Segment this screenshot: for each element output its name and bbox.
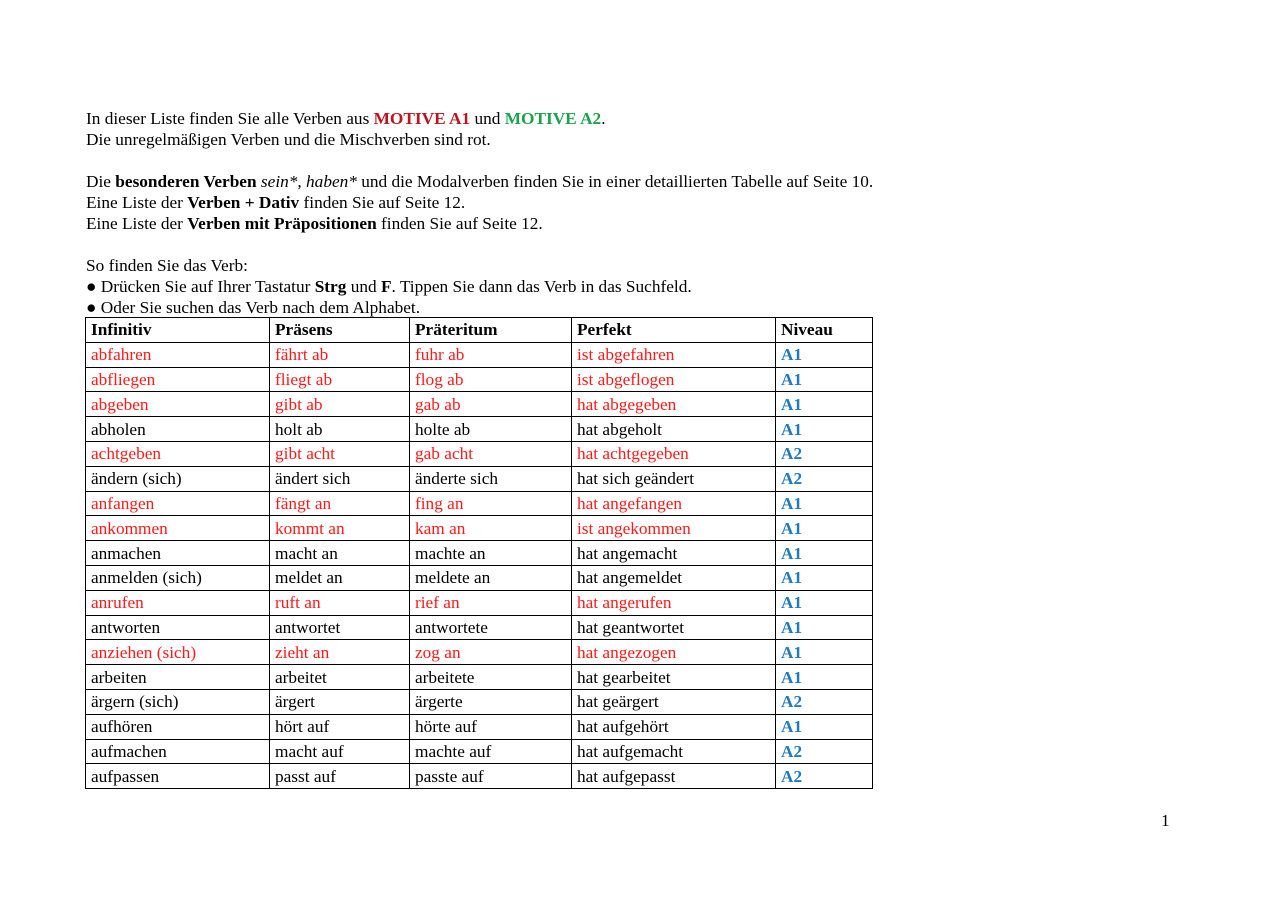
verb-table-head: [86, 318, 873, 343]
cell-praesens: ärgert: [270, 689, 410, 714]
intro-italic-span: sein*, haben*: [260, 172, 357, 191]
table-row: [86, 615, 873, 640]
cell-infinitiv: aufhören: [86, 714, 270, 739]
cell-infinitiv: anfangen: [86, 491, 270, 516]
table-row: [86, 714, 873, 739]
cell-infinitiv: aufpassen: [86, 764, 270, 789]
page-number: 1: [1161, 811, 1170, 830]
header-praesens: Präsens: [270, 318, 410, 343]
cell-praesens: gibt ab: [270, 392, 410, 417]
cell-praeteritum: gab ab: [410, 392, 572, 417]
cell-perfekt: hat abgegeben: [572, 392, 776, 417]
cell-praesens: macht an: [270, 541, 410, 566]
cell-niveau: A1: [776, 565, 873, 590]
intro-text-span: .: [601, 109, 606, 128]
cell-infinitiv: anmachen: [86, 541, 270, 566]
table-row: [86, 541, 873, 566]
cell-praeteritum: gab acht: [410, 441, 572, 466]
cell-perfekt: hat angezogen: [572, 640, 776, 665]
intro-line-dativ: [86, 192, 1206, 213]
intro-line-motive: [86, 108, 1206, 129]
howto-bullet-alphabet: ● Oder Sie suchen das Verb nach dem Alphabet.: [86, 298, 421, 317]
cell-praesens: kommt an: [270, 516, 410, 541]
cell-perfekt: hat aufgepasst: [572, 764, 776, 789]
cell-niveau: A1: [776, 367, 873, 392]
verb-table-body: [86, 342, 873, 788]
cell-praesens: ruft an: [270, 590, 410, 615]
intro-text-span: Die: [86, 172, 116, 191]
cell-praeteritum: änderte sich: [410, 466, 572, 491]
cell-niveau: A2: [776, 441, 873, 466]
cell-praesens: antwortet: [270, 615, 410, 640]
cell-infinitiv: abholen: [86, 417, 270, 442]
cell-praesens: gibt acht: [270, 441, 410, 466]
cell-infinitiv: abfahren: [86, 342, 270, 367]
cell-niveau: A2: [776, 739, 873, 764]
table-row: [86, 367, 873, 392]
key-f: F: [380, 277, 392, 296]
table-row: [86, 516, 873, 541]
intro-text-span: Eine Liste der: [86, 193, 188, 212]
table-row: [86, 417, 873, 442]
intro-line-prepositions: [86, 213, 1206, 234]
intro-bold-span: Verben mit Präpositionen: [187, 214, 377, 233]
cell-praeteritum: fing an: [410, 491, 572, 516]
cell-perfekt: hat aufgehört: [572, 714, 776, 739]
cell-praeteritum: flog ab: [410, 367, 572, 392]
cell-praesens: fliegt ab: [270, 367, 410, 392]
intro-text-span: Eine Liste der: [86, 214, 188, 233]
cell-praeteritum: ärgerte: [410, 689, 572, 714]
cell-praeteritum: antwortete: [410, 615, 572, 640]
cell-perfekt: hat achtgegeben: [572, 441, 776, 466]
header-niveau: Niveau: [776, 318, 873, 343]
cell-infinitiv: aufmachen: [86, 739, 270, 764]
cell-niveau: A1: [776, 640, 873, 665]
cell-infinitiv: antworten: [86, 615, 270, 640]
table-row: [86, 441, 873, 466]
cell-praesens: passt auf: [270, 764, 410, 789]
table-row: [86, 640, 873, 665]
intro-text-span: finden Sie auf Seite 12.: [376, 214, 543, 233]
cell-perfekt: ist abgefahren: [572, 342, 776, 367]
cell-infinitiv: ärgern (sich): [86, 689, 270, 714]
header-praeteritum: Präteritum: [410, 318, 572, 343]
cell-praeteritum: kam an: [410, 516, 572, 541]
table-row: [86, 689, 873, 714]
cell-praesens: ändert sich: [270, 466, 410, 491]
verb-table: [85, 317, 873, 789]
spacer: [86, 150, 1206, 171]
intro-line-special-verbs: [86, 171, 1206, 192]
cell-praeteritum: passte auf: [410, 764, 572, 789]
cell-praesens: holt ab: [270, 417, 410, 442]
cell-praeteritum: rief an: [410, 590, 572, 615]
table-row: [86, 392, 873, 417]
cell-perfekt: hat angefangen: [572, 491, 776, 516]
cell-niveau: A1: [776, 491, 873, 516]
table-header-row: [86, 318, 873, 343]
motive-a2-label: MOTIVE A2: [504, 109, 602, 128]
table-row: [86, 739, 873, 764]
cell-infinitiv: ändern (sich): [86, 466, 270, 491]
cell-perfekt: hat gearbeitet: [572, 665, 776, 690]
cell-infinitiv: abgeben: [86, 392, 270, 417]
cell-niveau: A1: [776, 714, 873, 739]
cell-niveau: A1: [776, 590, 873, 615]
cell-infinitiv: anrufen: [86, 590, 270, 615]
table-row: [86, 665, 873, 690]
cell-praesens: fängt an: [270, 491, 410, 516]
cell-niveau: A2: [776, 689, 873, 714]
cell-niveau: A2: [776, 466, 873, 491]
cell-niveau: A1: [776, 516, 873, 541]
cell-infinitiv: arbeiten: [86, 665, 270, 690]
cell-niveau: A1: [776, 417, 873, 442]
cell-praesens: macht auf: [270, 739, 410, 764]
header-perfekt: Perfekt: [572, 318, 776, 343]
intro-text-span: . Tippen Sie dann das Verb in das Suchfeld.: [391, 277, 692, 296]
cell-infinitiv: abfliegen: [86, 367, 270, 392]
cell-infinitiv: ankommen: [86, 516, 270, 541]
cell-perfekt: ist angekommen: [572, 516, 776, 541]
cell-niveau: A2: [776, 764, 873, 789]
cell-praesens: arbeitet: [270, 665, 410, 690]
cell-praeteritum: hörte auf: [410, 714, 572, 739]
cell-praeteritum: meldete an: [410, 565, 572, 590]
intro-bold-span: besonderen Verben: [115, 172, 257, 191]
table-row: [86, 590, 873, 615]
cell-niveau: A1: [776, 665, 873, 690]
cell-niveau: A1: [776, 342, 873, 367]
cell-praeteritum: zog an: [410, 640, 572, 665]
spacer: [86, 234, 1206, 255]
table-row: [86, 565, 873, 590]
cell-praeteritum: holte ab: [410, 417, 572, 442]
cell-infinitiv: achtgeben: [86, 441, 270, 466]
table-row: [86, 342, 873, 367]
howto-title: So finden Sie das Verb:: [86, 256, 248, 275]
cell-perfekt: hat aufgemacht: [572, 739, 776, 764]
cell-perfekt: hat sich geändert: [572, 466, 776, 491]
table-row: [86, 491, 873, 516]
cell-praesens: fährt ab: [270, 342, 410, 367]
cell-perfekt: hat geärgert: [572, 689, 776, 714]
cell-perfekt: hat angemacht: [572, 541, 776, 566]
cell-praesens: zieht an: [270, 640, 410, 665]
table-row: [86, 764, 873, 789]
table-row: [86, 466, 873, 491]
cell-niveau: A1: [776, 541, 873, 566]
intro-text-span: finden Sie auf Seite 12.: [299, 193, 466, 212]
intro-text-span: ● Drücken Sie auf Ihrer Tastatur: [86, 277, 315, 296]
intro-text-span: und die Modalverben finden Sie in einer detaillierten Tabelle auf Seite 10.: [356, 172, 874, 191]
cell-praeteritum: machte an: [410, 541, 572, 566]
header-infinitiv: Infinitiv: [86, 318, 270, 343]
cell-praeteritum: arbeitete: [410, 665, 572, 690]
cell-niveau: A1: [776, 615, 873, 640]
cell-perfekt: hat angerufen: [572, 590, 776, 615]
cell-perfekt: hat abgeholt: [572, 417, 776, 442]
intro-text-span: und: [346, 277, 381, 296]
key-strg: Strg: [314, 277, 347, 296]
cell-perfekt: hat angemeldet: [572, 565, 776, 590]
cell-perfekt: ist abgeflogen: [572, 367, 776, 392]
cell-perfekt: hat geantwortet: [572, 615, 776, 640]
intro-bold-span: Verben + Dativ: [187, 193, 300, 212]
intro-line-irregular-note: Die unregelmäßigen Verben und die Mischverben sind rot.: [86, 130, 491, 149]
cell-praeteritum: fuhr ab: [410, 342, 572, 367]
cell-praesens: meldet an: [270, 565, 410, 590]
cell-niveau: A1: [776, 392, 873, 417]
cell-praesens: hört auf: [270, 714, 410, 739]
intro-text: [86, 108, 1206, 318]
intro-text-span: und: [470, 109, 505, 128]
cell-praeteritum: machte auf: [410, 739, 572, 764]
cell-infinitiv: anmelden (sich): [86, 565, 270, 590]
howto-bullet-search: [86, 276, 1206, 297]
intro-text-span: In dieser Liste finden Sie alle Verben aus: [86, 109, 374, 128]
cell-infinitiv: anziehen (sich): [86, 640, 270, 665]
motive-a1-label: MOTIVE A1: [373, 109, 471, 128]
